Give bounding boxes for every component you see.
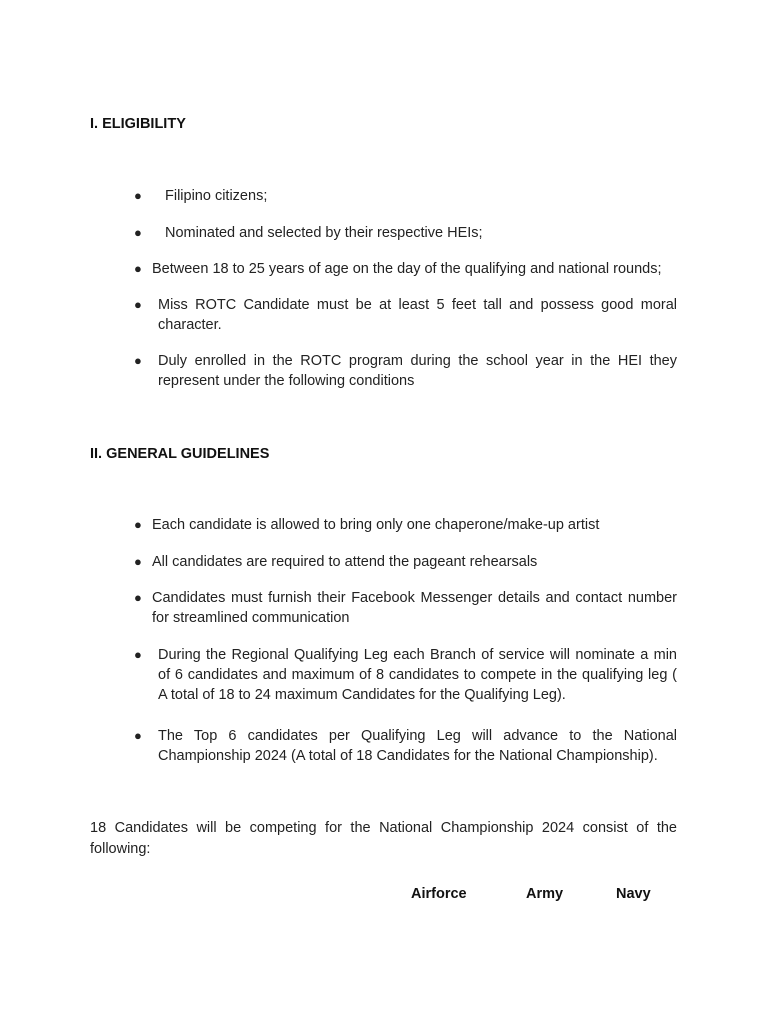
eligibility-item-2: Nominated and selected by their respective HEIs; xyxy=(165,225,483,241)
list-item xyxy=(134,186,677,206)
list-item xyxy=(134,726,677,766)
bullet-icon: ● xyxy=(134,554,142,569)
list-item xyxy=(134,552,677,572)
guideline-item-3: Candidates must furnish their Facebook Messenger details and contact number for streamlined communication xyxy=(152,590,677,626)
bullet-icon: ● xyxy=(134,261,142,276)
bullet-icon: ● xyxy=(134,728,142,743)
eligibility-item-5: Duly enrolled in the ROTC program during the school year in the HEI they represent under the following conditions xyxy=(158,353,677,389)
bullet-icon: ● xyxy=(134,517,142,532)
guideline-item-1: Each candidate is allowed to bring only one chaperone/make-up artist xyxy=(152,517,600,533)
list-item xyxy=(134,351,677,391)
bullet-icon: ● xyxy=(134,297,142,312)
list-item xyxy=(134,259,677,279)
bullet-icon: ● xyxy=(134,188,142,203)
column-header-navy: Navy xyxy=(616,886,651,902)
eligibility-item-3: Between 18 to 25 years of age on the day of the qualifying and national rounds; xyxy=(152,261,662,277)
eligibility-item-1: Filipino citizens; xyxy=(165,188,268,204)
eligibility-item-4: Miss ROTC Candidate must be at least 5 feet tall and possess good moral character. xyxy=(158,297,677,333)
national-championship-intro: 18 Candidates will be competing for the National Championship 2024 consist of the following: xyxy=(90,820,677,857)
section-heading-eligibility: I. ELIGIBILITY xyxy=(90,116,186,132)
list-item xyxy=(134,223,677,243)
guideline-item-5: The Top 6 candidates per Qualifying Leg will advance to the National Championship 2024 (A total of 18 Candidates for the National Championship). xyxy=(158,728,677,764)
bullet-icon: ● xyxy=(134,353,142,368)
column-header-airforce: Airforce xyxy=(411,886,467,902)
section-heading-guidelines: II. GENERAL GUIDELINES xyxy=(90,446,270,462)
bullet-icon: ● xyxy=(134,647,142,662)
list-item xyxy=(134,295,677,335)
guideline-item-2: All candidates are required to attend the pageant rehearsals xyxy=(152,554,538,570)
list-item xyxy=(134,588,677,628)
guideline-item-4: During the Regional Qualifying Leg each Branch of service will nominate a min of 6 candidates and maximum of 8 candidates to compete in the qualifying leg ( A total of 18 to 24 maximum Candidates for the Qualifying Leg). xyxy=(158,647,677,703)
bullet-icon: ● xyxy=(134,225,142,240)
list-item xyxy=(134,515,677,535)
list-item xyxy=(134,645,677,705)
column-header-army: Army xyxy=(526,886,564,902)
bullet-icon: ● xyxy=(134,590,142,605)
